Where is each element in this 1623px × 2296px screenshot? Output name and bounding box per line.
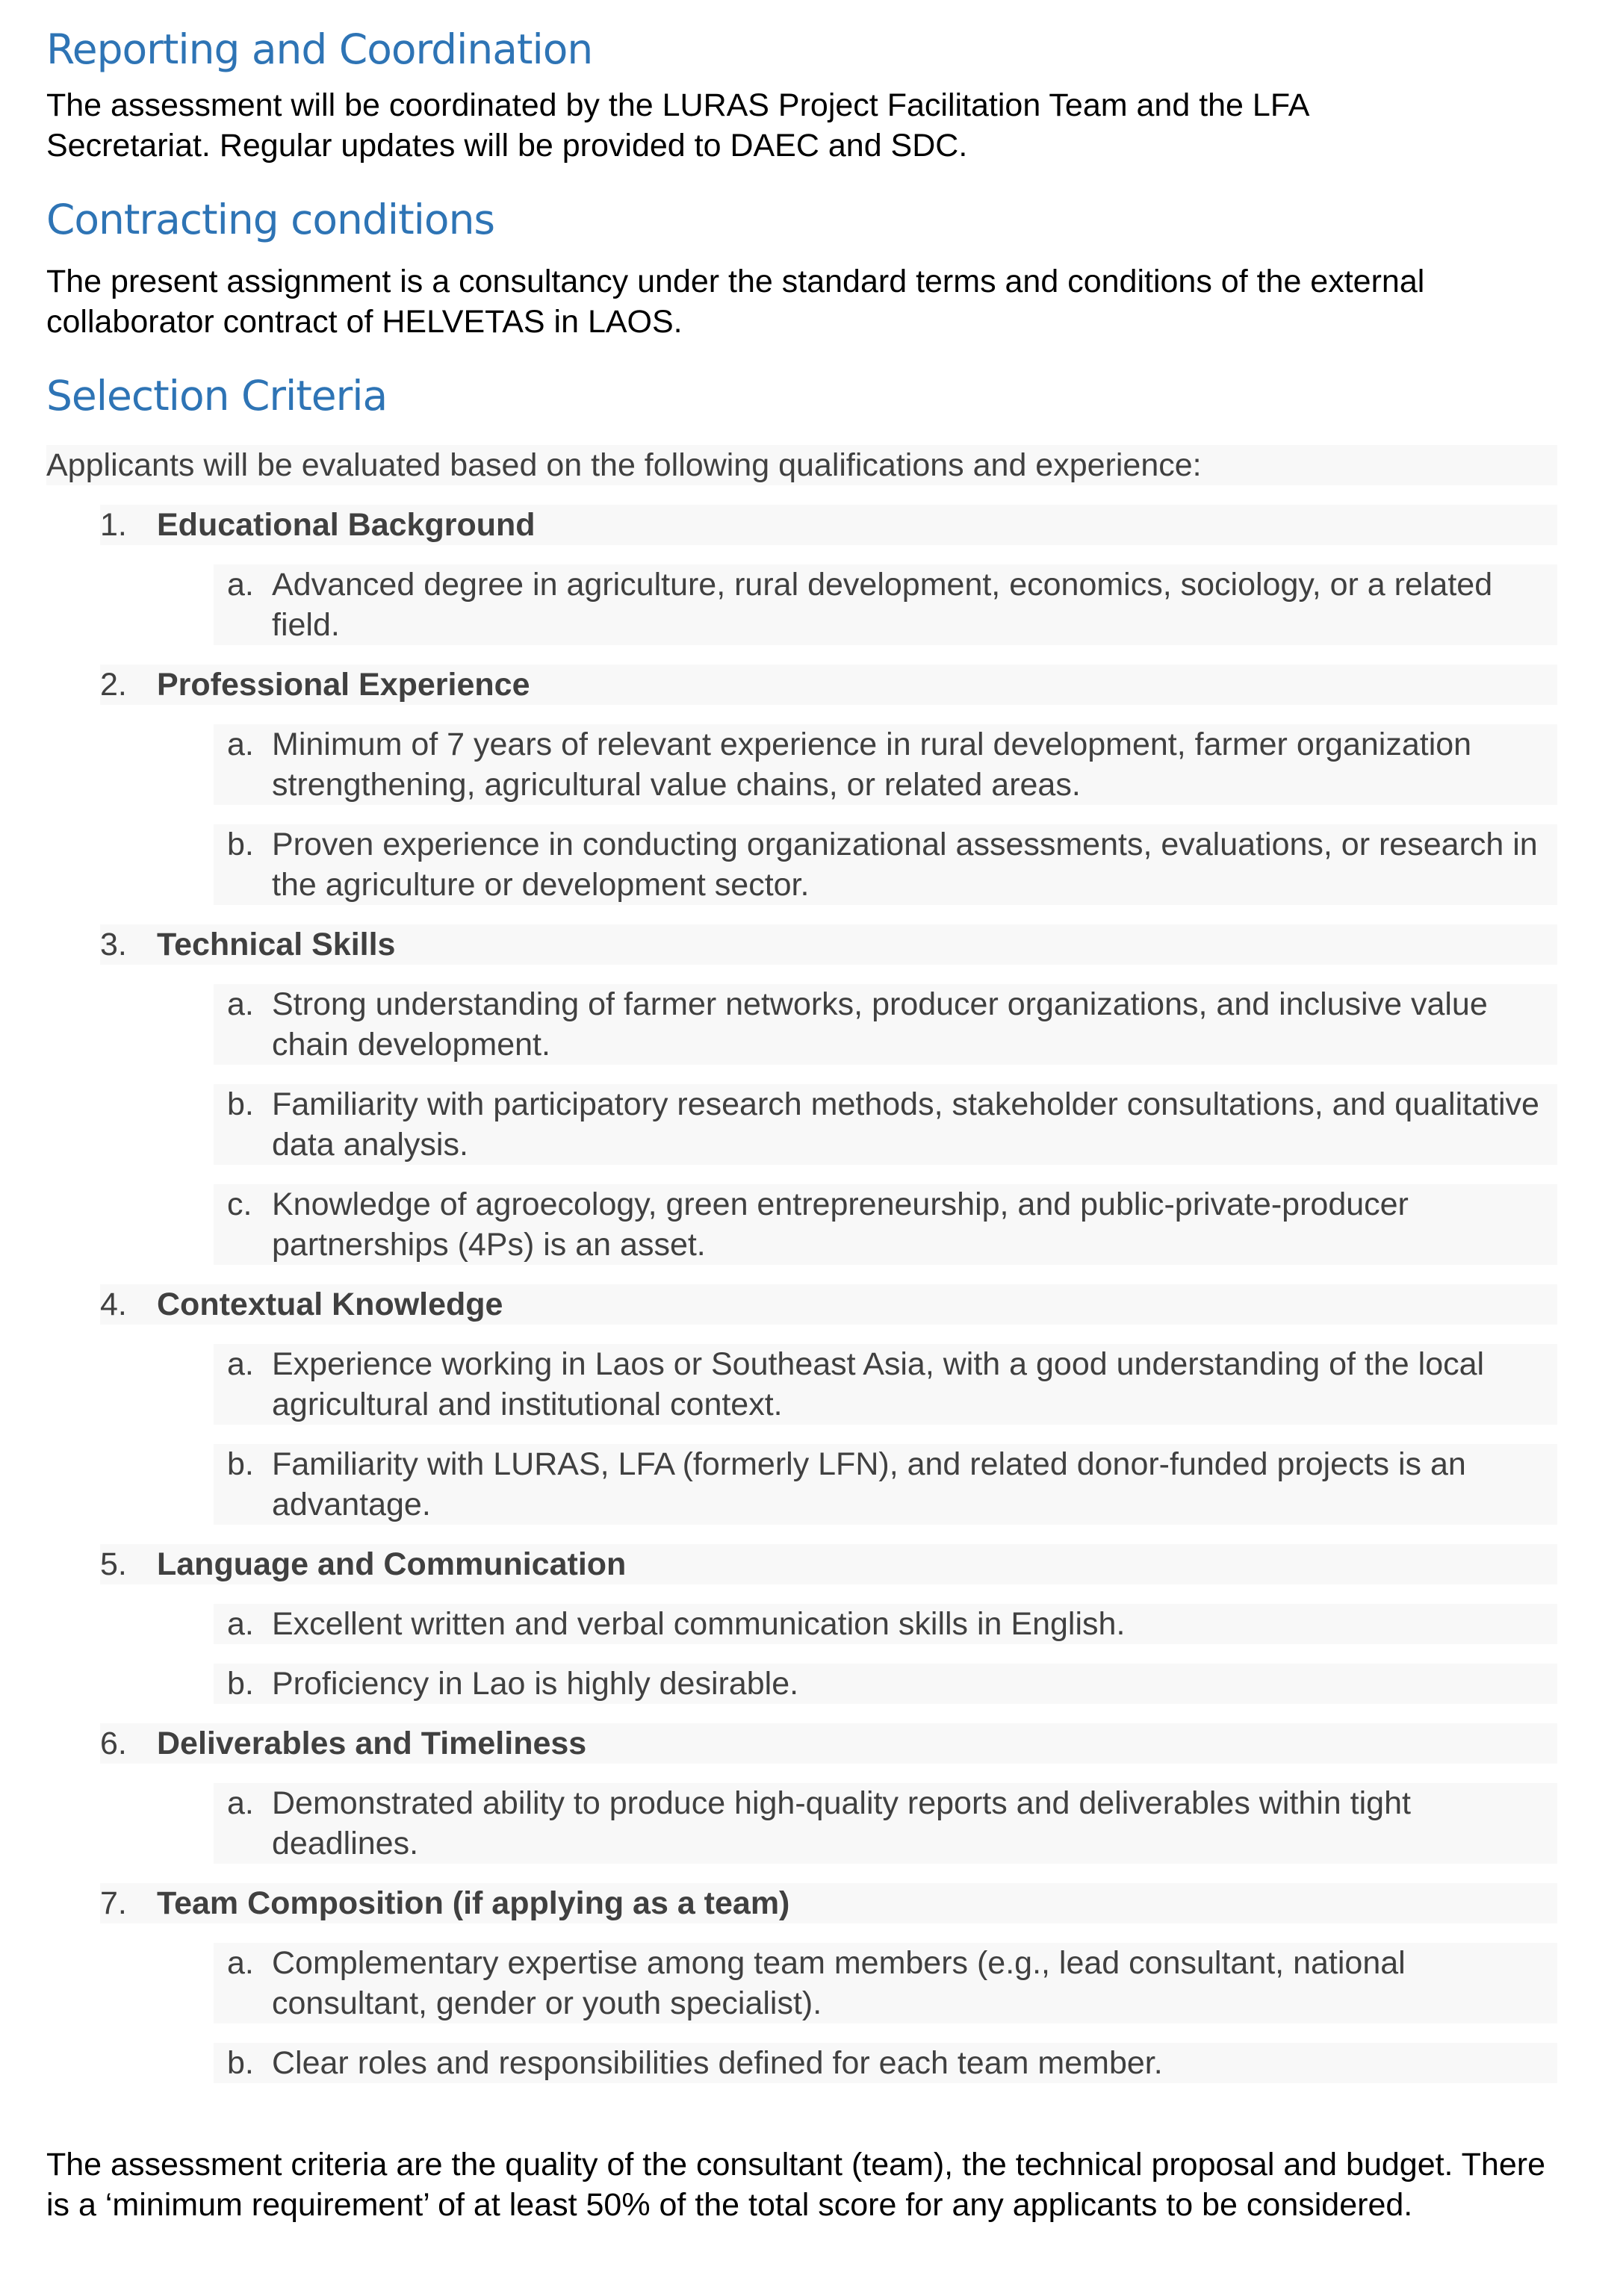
criterion-title bbox=[100, 924, 1557, 965]
sub-criterion-item bbox=[214, 564, 1557, 645]
sub-criterion-item bbox=[214, 824, 1557, 905]
sub-criteria-list bbox=[46, 1943, 1557, 2083]
sub-criterion-letter: b. bbox=[227, 827, 254, 862]
sub-criterion-letter: a. bbox=[227, 986, 254, 1022]
criterion-number: 2. bbox=[100, 667, 127, 703]
criterion-item bbox=[46, 1723, 1557, 1864]
sub-criterion-letter: b. bbox=[227, 1086, 254, 1122]
criterion-number: 3. bbox=[100, 927, 127, 962]
sub-criterion-text: Advanced degree in agriculture, rural development, economics, sociology, or a related field. bbox=[272, 567, 1493, 643]
sub-criterion-letter: a. bbox=[227, 727, 254, 762]
criterion-label: Team Composition (if applying as a team) bbox=[157, 1885, 790, 1921]
sub-criterion-item bbox=[214, 1444, 1557, 1525]
heading-contracting: Contracting conditions bbox=[46, 196, 495, 243]
sub-criterion-item bbox=[214, 1783, 1557, 1864]
criteria-list bbox=[46, 505, 1557, 2083]
criterion-label: Contextual Knowledge bbox=[157, 1287, 503, 1322]
sub-criterion-letter: a. bbox=[227, 1945, 254, 1981]
criterion-label: Language and Communication bbox=[157, 1546, 627, 1582]
criterion-number: 4. bbox=[100, 1287, 127, 1322]
criterion-title bbox=[100, 1544, 1557, 1584]
sub-criterion-text: Complementary expertise among team members (e.g., lead consultant, national consultant, gender or youth specialist). bbox=[272, 1945, 1406, 2021]
sub-criterion-item bbox=[214, 1344, 1557, 1425]
sub-criteria-list bbox=[46, 1604, 1557, 1704]
sub-criterion-letter: b. bbox=[227, 1446, 254, 1482]
criterion-title bbox=[100, 665, 1557, 705]
criterion-label: Educational Background bbox=[157, 507, 536, 543]
sub-criterion-text: Excellent written and verbal communication skills in English. bbox=[272, 1606, 1126, 1642]
sub-criterion-text: Familiarity with LURAS, LFA (formerly LFN), and related donor-funded projects is an advantage. bbox=[272, 1446, 1466, 1522]
sub-criterion-text: Minimum of 7 years of relevant experience in rural development, farmer organization strengthening, agricultural value chains, or related areas. bbox=[272, 727, 1472, 803]
sub-criterion-letter: c. bbox=[227, 1186, 252, 1222]
sub-criterion-item bbox=[214, 1664, 1557, 1704]
criterion-item bbox=[46, 665, 1557, 905]
criterion-title bbox=[100, 1883, 1557, 1923]
sub-criterion-letter: a. bbox=[227, 1606, 254, 1642]
sub-criteria-list bbox=[46, 1783, 1557, 1864]
criterion-title bbox=[100, 1284, 1557, 1325]
sub-criterion-text: Clear roles and responsibilities defined for each team member. bbox=[272, 2045, 1163, 2081]
sub-criterion-text: Familiarity with participatory research methods, stakeholder consultations, and qualitative data analysis. bbox=[272, 1086, 1539, 1163]
contracting-paragraph: The present assignment is a consultancy under the standard terms and conditions of the external collaborator contract of HELVETAS in LAOS. bbox=[46, 264, 1425, 340]
criterion-label: Technical Skills bbox=[157, 927, 396, 962]
selection-intro: Applicants will be evaluated based on the following qualifications and experience: bbox=[46, 445, 1557, 485]
sub-criteria-list bbox=[46, 564, 1557, 645]
sub-criterion-item bbox=[214, 1084, 1557, 1165]
sub-criteria-list bbox=[46, 1344, 1557, 1525]
sub-criterion-text: Proficiency in Lao is highly desirable. bbox=[272, 1666, 799, 1702]
criterion-item bbox=[46, 1883, 1557, 2083]
sub-criterion-text: Demonstrated ability to produce high-quality reports and deliverables within tight deadlines. bbox=[272, 1785, 1411, 1861]
criterion-item bbox=[46, 924, 1557, 1265]
sub-criterion-text: Proven experience in conducting organizational assessments, evaluations, or research in the agriculture or development sector. bbox=[272, 827, 1538, 903]
criterion-title bbox=[100, 1723, 1557, 1764]
sub-criterion-item bbox=[214, 2043, 1557, 2083]
sub-criteria-list bbox=[46, 724, 1557, 905]
sub-criterion-item bbox=[214, 1604, 1557, 1644]
sub-criterion-letter: a. bbox=[227, 567, 254, 603]
criterion-item bbox=[46, 1544, 1557, 1704]
sub-criterion-item bbox=[214, 1943, 1557, 2023]
heading-reporting: Reporting and Coordination bbox=[46, 25, 593, 73]
criterion-number: 5. bbox=[100, 1546, 127, 1582]
closing-paragraph: The assessment criteria are the quality of the consultant (team), the technical proposal and budget. There is a ‘minimum requirement’ of at least 50% of the total score for any applicants to be considered. bbox=[46, 2147, 1545, 2223]
criterion-number: 1. bbox=[100, 507, 127, 543]
heading-selection: Selection Criteria bbox=[46, 372, 388, 420]
criterion-title bbox=[100, 505, 1557, 545]
criterion-label: Professional Experience bbox=[157, 667, 530, 703]
sub-criterion-text: Strong understanding of farmer networks, producer organizations, and inclusive value chain development. bbox=[272, 986, 1488, 1063]
criterion-number: 6. bbox=[100, 1726, 127, 1761]
sub-criterion-letter: a. bbox=[227, 1346, 254, 1382]
sub-criterion-letter: b. bbox=[227, 2045, 254, 2081]
criterion-item bbox=[46, 505, 1557, 645]
sub-criterion-item bbox=[214, 1184, 1557, 1265]
sub-criterion-text: Knowledge of agroecology, green entrepreneurship, and public-private-producer partnerships (4Ps) is an asset. bbox=[272, 1186, 1409, 1263]
sub-criterion-item bbox=[214, 984, 1557, 1065]
criterion-number: 7. bbox=[100, 1885, 127, 1921]
sub-criterion-letter: a. bbox=[227, 1785, 254, 1821]
criterion-item bbox=[46, 1284, 1557, 1525]
criterion-label: Deliverables and Timeliness bbox=[157, 1726, 587, 1761]
sub-criterion-text: Experience working in Laos or Southeast Asia, with a good understanding of the local agricultural and institutional context. bbox=[272, 1346, 1485, 1422]
sub-criterion-letter: b. bbox=[227, 1666, 254, 1702]
reporting-paragraph: The assessment will be coordinated by the LURAS Project Facilitation Team and the LFA Secretariat. Regular updates will be provided to DAEC and SDC. bbox=[46, 87, 1309, 164]
sub-criteria-list bbox=[46, 984, 1557, 1265]
sub-criterion-item bbox=[214, 724, 1557, 805]
